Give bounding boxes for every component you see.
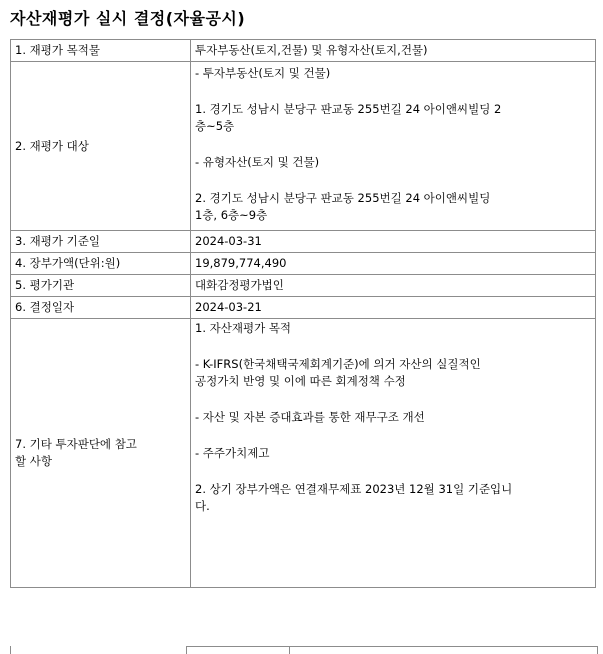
row-value: 19,879,774,490 (191, 253, 596, 275)
row-value: 대화감정평가법인 (191, 275, 596, 297)
table-row (11, 319, 596, 588)
row-label: 2. 재평가 대상 (11, 62, 191, 231)
row-label: 1. 재평가 목적물 (11, 40, 191, 62)
row-value: 2024-03-31 (191, 231, 596, 253)
text-line: 층~5층 (195, 119, 235, 133)
row-label: 5. 평가기관 (11, 275, 191, 297)
label-line: 7. 기타 투자판단에 참고 (15, 437, 137, 451)
sub-table-edge (10, 646, 598, 654)
text-line: 다. (195, 499, 210, 513)
text-line: - 유형자산(토지 및 건물) (195, 155, 320, 169)
text-line: - 투자부동산(토지 및 건물) (195, 66, 331, 80)
table-row (11, 275, 596, 297)
table-row (11, 62, 596, 231)
text-line: - K-IFRS(한국채택국제회계기준)에 의거 자산의 실질적인 (195, 357, 481, 371)
text-line: 2. 경기도 성남시 분당구 판교동 255번길 24 아이앤씨빌딩 (195, 191, 491, 205)
disclosure-table (10, 39, 596, 588)
row-value (191, 319, 596, 588)
row-label: 3. 재평가 기준일 (11, 231, 191, 253)
row-label: 4. 장부가액(단위:원) (11, 253, 191, 275)
table-row (11, 297, 596, 319)
text-line: 1. 경기도 성남시 분당구 판교동 255번길 24 아이앤씨빌딩 2 (195, 102, 502, 116)
table-row (11, 231, 596, 253)
text-line: 공정가치 반영 및 이에 따른 회계정책 수정 (195, 374, 406, 388)
text-line: 1층, 6층~9층 (195, 208, 268, 222)
row-label: 6. 결정일자 (11, 297, 191, 319)
text-line: - 주주가치제고 (195, 446, 270, 460)
text-line: 2. 상기 장부가액은 연결재무제표 2023년 12월 31일 기준입니 (195, 482, 513, 496)
label-line: 할 사항 (15, 454, 52, 468)
text-line: 1. 자산재평가 목적 (195, 321, 292, 335)
page-title: 자산재평가 실시 결정(자율공시) (10, 9, 246, 28)
row-label (11, 319, 191, 588)
table-row (11, 253, 596, 275)
row-value: 2024-03-21 (191, 297, 596, 319)
text-line: - 자산 및 자본 증대효과를 통한 재무구조 개선 (195, 410, 425, 424)
table-row (11, 40, 596, 62)
row-value (191, 62, 596, 231)
row-value: 투자부동산(토지,건물) 및 유형자산(토지,건물) (191, 40, 596, 62)
